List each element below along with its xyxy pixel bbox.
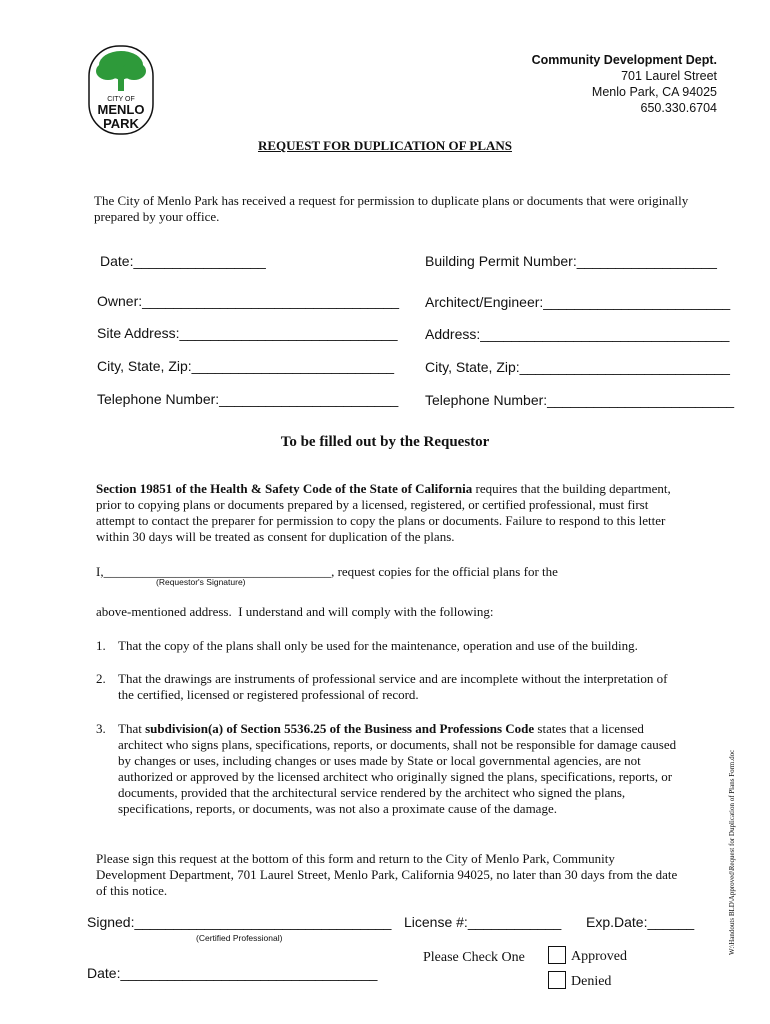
architect-engineer-field[interactable]: Architect/Engineer:________________________ — [425, 294, 731, 310]
denied-label: Denied — [571, 974, 612, 989]
requestor-signature-line[interactable]: I,___________________________________, request copies for the official plans for the — [96, 564, 558, 579]
list-item-text-bold: subdivision(a) of Section 5536.25 of the Business and Professions Code — [145, 721, 535, 736]
requestor-heading: To be filled out by the Requestor — [280, 434, 490, 450]
section-19851-bold: Section 19851 of the Health & Safety Code of the State of California — [96, 481, 473, 496]
department-phone: 650.330.6704 — [640, 101, 717, 115]
denied-checkbox[interactable] — [548, 971, 566, 989]
department-name: Community Development Dept. — [531, 53, 717, 67]
list-item — [96, 721, 686, 817]
section-19851-paragraph — [96, 481, 686, 545]
date-field[interactable]: Date:_________________ — [100, 253, 266, 269]
section-19851-text: requires that the building department, prior to copying plans or documents prepared by a licensed, registered, or certified professional, must first attempt to contact the preparer for permission to copy the plans or documents. Failure to respond to this letter within 30 days will be treated as consent for duplication of the plans. — [96, 481, 671, 544]
expiration-date-field[interactable]: Exp.Date:______ — [586, 914, 695, 930]
owner-city-state-zip-field[interactable]: City, State, Zip:__________________________ — [97, 358, 395, 374]
certified-professional-caption: (Certified Professional) — [196, 933, 283, 943]
list-item-number: 3. — [96, 721, 106, 736]
license-number-field[interactable]: License #:____________ — [404, 914, 562, 930]
document-file-path: W:\Handouts BLD\Approved\Request for Duplication of Plans Form.doc — [728, 749, 736, 955]
site-address-field[interactable]: Site Address:____________________________ — [97, 325, 398, 341]
list-item-text: That the copy of the plans shall only be used for the maintenance, operation and use of the building. — [118, 638, 638, 653]
list-item-text: That the drawings are instruments of professional service and are incomplete without the interpretation of the certified, licensed or registered professional of record. — [118, 671, 668, 702]
department-city: Menlo Park, CA 94025 — [591, 85, 717, 99]
owner-telephone-field[interactable]: Telephone Number:_______________________ — [97, 391, 399, 407]
logo-park: PARK — [103, 116, 139, 131]
logo-city-of: CITY OF — [107, 96, 135, 103]
comply-statement: above-mentioned address. I understand and will comply with the following: — [96, 604, 494, 619]
list-item — [96, 638, 686, 654]
signature-date-field[interactable]: Date:_________________________________ — [87, 965, 378, 981]
return-instructions-paragraph: Please sign this request at the bottom of this form and return to the City of Menlo Park, Community Development Department, 701 Laurel Street, Menlo Park, California 94025, no later than 30 days from the date of this notice. — [96, 851, 678, 898]
department-street: 701 Laurel Street — [621, 69, 717, 83]
requestor-signature-caption: (Requestor's Signature) — [156, 577, 246, 587]
architect-city-state-zip-field[interactable]: City, State, Zip:___________________________ — [425, 359, 730, 375]
list-item-number: 2. — [96, 671, 106, 686]
owner-field[interactable]: Owner:_________________________________ — [97, 293, 400, 309]
list-item-text-pre: That — [118, 721, 146, 736]
please-check-one-label: Please Check One — [423, 950, 525, 965]
list-item — [96, 671, 686, 703]
city-of-menlo-park-logo — [88, 45, 154, 135]
list-item-number: 1. — [96, 638, 106, 653]
architect-telephone-field[interactable]: Telephone Number:________________________ — [425, 392, 735, 408]
intro-paragraph: The City of Menlo Park has received a request for permission to duplicate plans or documents that were originally prepared by your office. — [94, 193, 689, 224]
approved-checkbox[interactable] — [548, 946, 566, 964]
signed-field[interactable]: Signed:_________________________________ — [87, 914, 392, 930]
list-item-text — [118, 721, 686, 817]
list-item-text-post: states that a licensed architect who signs plans, specifications, reports, or documents, shall not be responsible for damage caused by changes or uses, including changes or uses made by State or local governmental agencies, are not authorized or approved by the licensed architect who originally signed the plans, specifications, reports, or documents, provided that the architectural service rendered by the architect who signed the plans, specifications, reports, or documents, was not also a proximate cause of the damage. — [118, 721, 677, 816]
logo-menlo: MENLO — [97, 102, 145, 117]
building-permit-field[interactable]: Building Permit Number:__________________ — [425, 253, 717, 269]
approved-label: Approved — [571, 949, 627, 964]
architect-address-field[interactable]: Address:________________________________ — [425, 326, 730, 342]
form-title: REQUEST FOR DUPLICATION OF PLANS — [257, 138, 512, 153]
department-address — [532, 52, 717, 116]
